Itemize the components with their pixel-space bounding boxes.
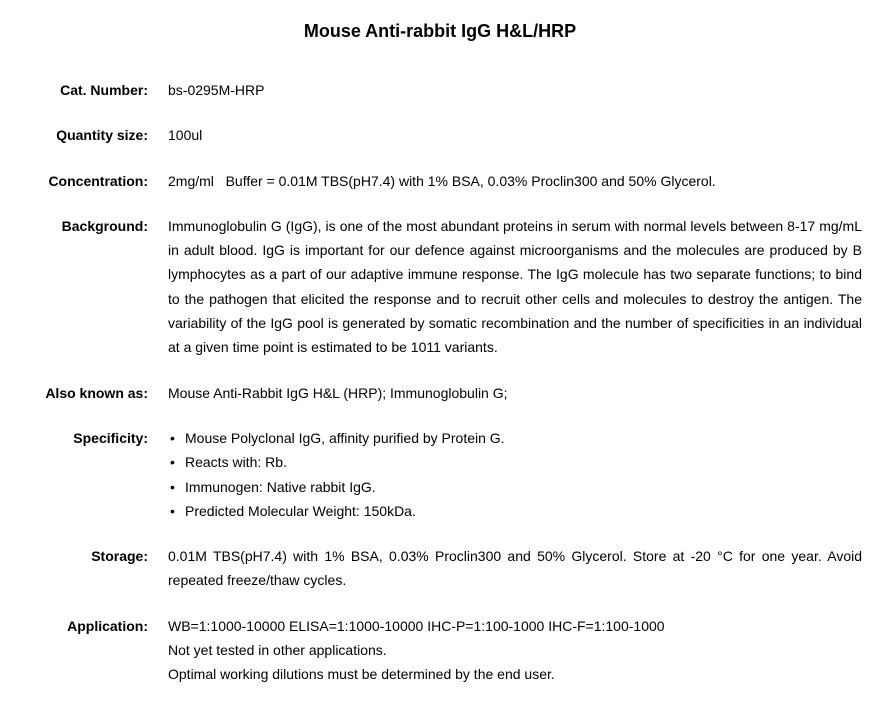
row-cat-number: [0, 78, 880, 102]
background-label: Background:: [61, 217, 148, 234]
application-value: [168, 614, 862, 687]
row-also-known-as: [0, 381, 880, 405]
application-label: Application:: [67, 617, 148, 634]
storage-label: Storage:: [91, 548, 148, 565]
specificity-bullet: • Reacts with: Rb.: [168, 450, 862, 474]
application-note-line: Not yet tested in other applications.: [168, 642, 387, 659]
row-background: [0, 214, 880, 360]
row-concentration: [0, 169, 880, 193]
storage-value: 0.01M TBS(pH7.4) with 1% BSA, 0.03% Proclin300 and 50% Glycerol. Store at -20 °C for one year. Avoid repeated freeze/thaw cycles.: [168, 548, 862, 589]
background-value: Immunoglobulin G (IgG), is one of the most abundant proteins in serum with normal levels between 8-17 mg/mL in adult blood. IgG is important for our defence against microorganisms and the molecules are produced by B lymphocytes as a part of our adaptive immune response. The IgG molecule has two separate functions; to bind to the pathogen that elicited the response and to recruit other cells and molecules to destroy the antigen. The variability of the IgG pool is generated by somatic recombination and the number of specificities in an individual at a given time point is estimated to be 1011 variants.: [168, 217, 862, 356]
specificity-label: Specificity:: [73, 429, 148, 446]
row-specificity: [0, 426, 880, 523]
row-quantity-size: [0, 123, 880, 147]
specificity-value: [168, 426, 862, 523]
specificity-bullet: • Predicted Molecular Weight: 150kDa.: [168, 499, 862, 523]
specificity-bullet: • Mouse Polyclonal IgG, affinity purified by Protein G.: [168, 426, 862, 450]
row-storage: [0, 544, 880, 593]
row-application: [0, 614, 880, 687]
also-known-as-value: Mouse Anti-Rabbit IgG H&L (HRP); Immunoglobulin G;: [168, 384, 508, 401]
concentration-value: 2mg/ml Buffer = 0.01M TBS(pH7.4) with 1% BSA, 0.03% Proclin300 and 50% Glycerol.: [168, 172, 716, 189]
specificity-bullet: • Immunogen: Native rabbit IgG.: [168, 475, 862, 499]
cat-number-label: Cat. Number:: [60, 82, 148, 98]
quantity-size-label: Quantity size:: [56, 127, 148, 144]
concentration-label: Concentration:: [48, 172, 148, 189]
application-dilutions-line: WB=1:1000-10000 ELISA=1:1000-10000 IHC-P=1:100-1000 IHC-F=1:100-1000: [168, 617, 665, 634]
cat-number-value: bs-0295M-HRP: [168, 82, 265, 98]
specificity-bullet-list: [168, 426, 862, 523]
quantity-size-value: 100ul: [168, 127, 203, 144]
document-title: Mouse Anti-rabbit IgG H&L/HRP: [303, 21, 577, 41]
field-rows: [0, 78, 880, 687]
also-known-as-label: Also known as:: [45, 384, 148, 401]
application-dilution-note-line: Optimal working dilutions must be determined by the end user.: [168, 666, 555, 683]
